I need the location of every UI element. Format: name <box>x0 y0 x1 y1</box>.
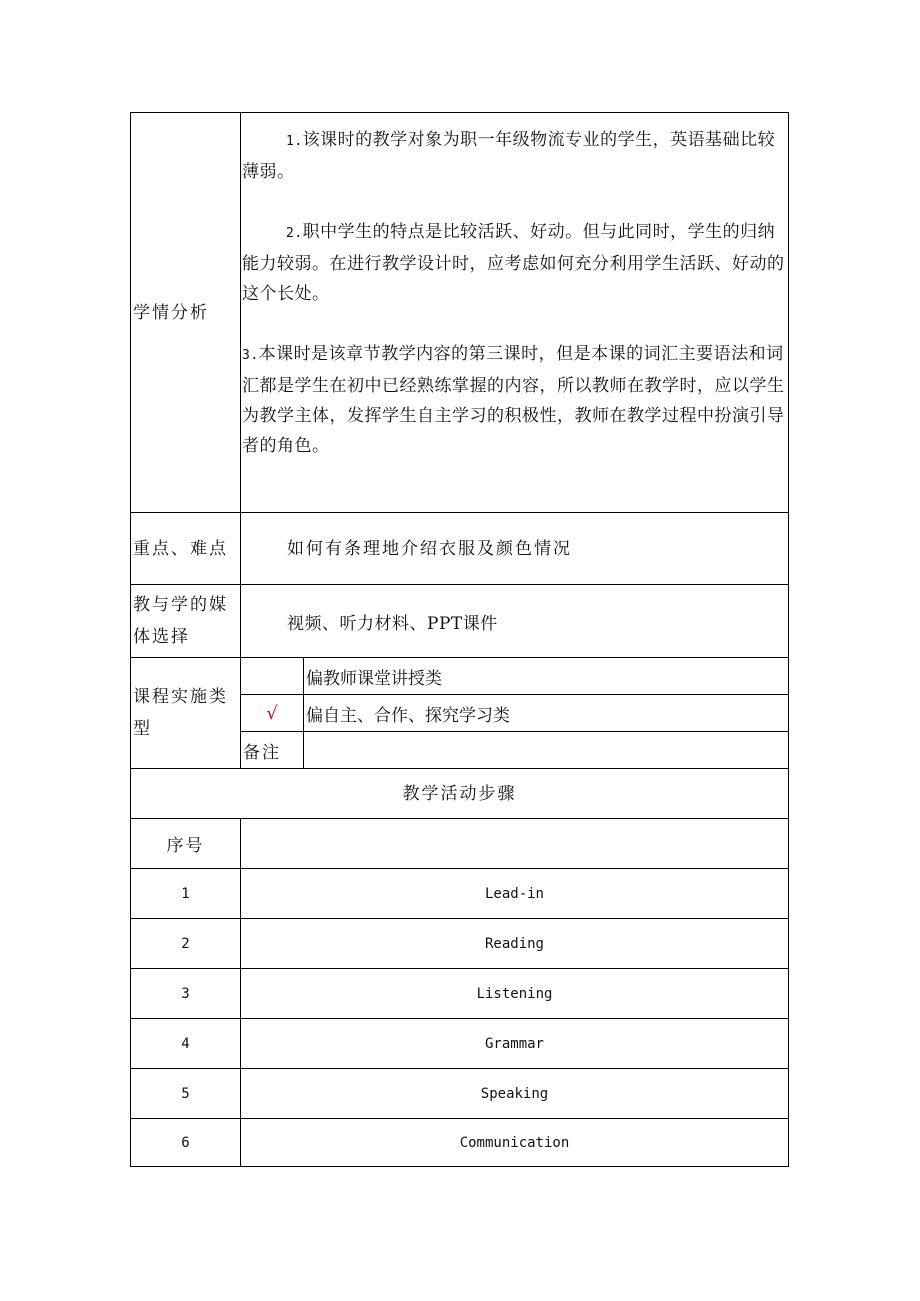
analysis-content-cell <box>241 113 789 513</box>
course-type-label: 课程实施类型 <box>133 687 228 739</box>
remark-label: 备注 <box>243 742 281 763</box>
course-type-option-2-cell <box>304 695 789 732</box>
analysis-label-cell <box>131 113 241 513</box>
step-number-cell <box>131 969 241 1019</box>
remark-label-cell <box>241 732 304 769</box>
keypoints-value-cell <box>241 513 789 585</box>
step-name-cell <box>241 1019 789 1069</box>
keypoints-value: 如何有条理地介绍衣服及颜色情况 <box>287 538 572 559</box>
step-number-cell <box>131 1069 241 1119</box>
step-number-cell <box>131 1019 241 1069</box>
analysis-paragraph-2 <box>242 217 786 309</box>
analysis-label: 学情分析 <box>133 302 209 323</box>
remark-value-cell <box>304 732 789 769</box>
step-number: 1 <box>181 885 190 902</box>
step-number-cell <box>131 1119 241 1167</box>
step-number-cell <box>131 869 241 919</box>
step-name-cell <box>241 969 789 1019</box>
check-mark-icon: √ <box>266 702 278 724</box>
steps-header-cell <box>131 769 789 819</box>
step-number: 5 <box>181 1085 190 1102</box>
steps-header: 教学活动步骤 <box>402 783 517 804</box>
keypoints-label-cell <box>131 513 241 585</box>
analysis-p3-text: 本课时是该章节教学内容的第三课时，但是本课的词汇主要语法和词汇都是学生在初中已经熟练掌握的内容，所以教师在教学时，应以学生为教学主体，发挥学生自主学习的积极性，教师在教学过程中扮演引导者的角色。 <box>242 344 785 456</box>
course-type-label-cell <box>131 658 241 769</box>
step-name: Lead-in <box>484 885 544 902</box>
step-number: 4 <box>181 1035 190 1052</box>
lesson-plan-table <box>130 112 789 1167</box>
step-name-cell <box>241 919 789 969</box>
seq-label: 序号 <box>166 836 205 856</box>
step-name-cell <box>241 869 789 919</box>
step-name-cell <box>241 1119 789 1167</box>
step-number: 6 <box>181 1134 190 1151</box>
seq-value-cell <box>241 819 789 869</box>
media-value-cell <box>241 585 789 658</box>
analysis-p2-text: 职中学生的特点是比较活跃、好动。但与此同时，学生的归纳能力较弱。在进行教学设计时，应考虑如何充分利用学生活跃、好动的这个长处。 <box>242 222 785 304</box>
media-label-cell <box>131 585 241 658</box>
step-name: Reading <box>484 935 544 952</box>
course-type-option-1-mark-cell <box>241 658 304 695</box>
media-value: 视频、听力材料、PPT课件 <box>287 613 498 634</box>
step-number-cell <box>131 919 241 969</box>
seq-label-cell <box>131 819 241 869</box>
keypoints-label: 重点、难点 <box>133 538 228 559</box>
course-type-option-2-mark-cell <box>241 695 304 732</box>
analysis-p3-number: 3. <box>242 348 259 363</box>
analysis-p1-text: 该课时的教学对象为职一年级物流专业的学生，英语基础比较薄弱。 <box>242 130 776 182</box>
step-number: 3 <box>181 985 190 1002</box>
course-type-option-2-text: 偏自主、合作、探究学习类 <box>306 705 510 726</box>
step-name: Speaking <box>480 1085 549 1102</box>
step-number: 2 <box>181 935 190 952</box>
analysis-paragraph-1 <box>242 125 786 187</box>
analysis-p1-number: 1. <box>286 134 303 149</box>
step-name: Listening <box>476 985 553 1002</box>
analysis-p2-number: 2. <box>286 226 303 241</box>
course-type-option-1-text: 偏教师课堂讲授类 <box>306 668 442 689</box>
analysis-paragraph-3 <box>242 339 786 461</box>
media-label: 教与学的媒体选择 <box>133 595 228 647</box>
step-name: Grammar <box>484 1035 544 1052</box>
course-type-option-1-cell <box>304 658 789 695</box>
step-name: Communication <box>459 1134 570 1151</box>
step-name-cell <box>241 1069 789 1119</box>
